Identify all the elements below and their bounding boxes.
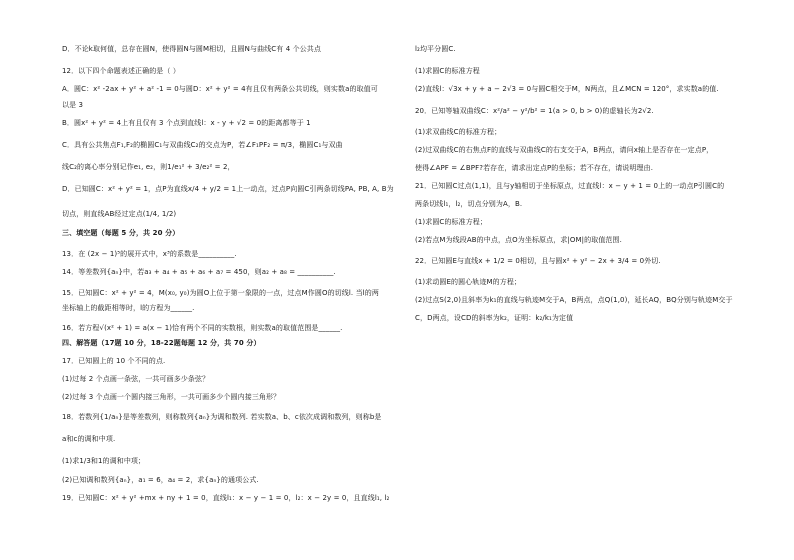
right-text-line: (1)求圆C的标准方程； — [415, 218, 488, 226]
left-text-line: 坐标轴上的截距相等时，l的方程为______. — [62, 304, 195, 312]
left-text-line: 线C₂的离心率分别记作e₁, e₂，则1/e₁² + 3/e₂² = 2， — [62, 163, 235, 171]
left-text-line: (2)过每 3 个点画一个圆内接三角形，一共可画多少个圆内接三角形？ — [62, 393, 281, 401]
right-text-line: l₂均平分圆C. — [415, 45, 456, 53]
left-text-line: 切点，则直线AB经过定点(1/4, 1/2) — [62, 210, 177, 218]
right-text-line: (2)过点S(2,0)且斜率为k₁的直线与轨迹M交于A，B两点，点Q(1,0)，延长AQ，BQ分别与轨迹M交于 — [415, 296, 733, 304]
left-text-line: 以是 3 — [62, 101, 84, 109]
left-text-line: B．圆x² + y² = 4上有且仅有 3 个点到直线l：x - y + √2 = 0的距离都等于 1 — [62, 119, 311, 127]
left-text-line: D．已知圆C：x² + y² = 1，点P为直线x/4 + y/2 = 1上一动点，过点P向圆C引两条切线PA, PB, A, B为 — [62, 185, 394, 193]
right-text-line: (1)求双曲线C的标准方程； — [415, 128, 502, 136]
right-text-line: (2)若点M为线段AB的中点，点O为坐标原点，求|OM|的取值范围. — [415, 236, 622, 244]
left-text-line: 三、填空题（每题 5 分，共 20 分） — [62, 229, 180, 237]
right-text-line: (2)直线l：√3x + y + a − 2√3 = 0与圆C相交于M，N两点，且∠MCN = 120°，求实数a的值. — [415, 85, 719, 93]
left-text-line: 12．以下四个命题表述正确的是（ ） — [62, 67, 180, 75]
right-text-line: 使得∠APF = ∠BPF?若存在，请求出定点P的坐标；若不存在，请说明理由. — [415, 164, 654, 172]
left-text-line: (1)过每 2 个点画一条弦，一共可画多少条弦？ — [62, 375, 210, 383]
right-text-line: 22．已知圆E与直线x + 1/2 = 0相切，且与圆x² + y² − 2x + 3/4 = 0外切. — [415, 257, 661, 265]
right-text-line: (2)过双曲线C的右焦点F的直线与双曲线C的右支交于A，B两点，请问x轴上是否存在一定点P， — [415, 146, 714, 154]
left-text-line: C．具有公共焦点F₁,F₂的椭圆C₁与双曲线C₂的交点为P，若∠F₁PF₂ = π/3，椭圆C₁与双曲 — [62, 141, 343, 149]
left-text-line: (2)已知调和数列{aₙ}，a₁ = 6，a₄ = 2，求{aₙ}的通项公式. — [62, 476, 259, 484]
left-text-line: 15．已知圆C：x² + y² = 4，M(x₀, y₀)为圆O上位于第一象限的一点，过点M作圆O的切线l. 当l的两 — [62, 289, 379, 297]
left-text-line: D．不论k取何值，总存在圆N，使得圆N与圆M相切，且圆N与曲线C有 4 个公共点 — [62, 45, 321, 53]
left-text-line: a和c的调和中项. — [62, 435, 116, 443]
left-text-line: 19．已知圆C：x² + y² +mx + ny + 1 = 0，直线l₁：x − y − 1 = 0，l₂：x − 2y = 0，且直线l₁, l₂ — [62, 494, 390, 502]
left-text-line: 16．若方程√(x² + 1) = a(x − 1)恰有两个不同的实数根，则实数a的取值范围是______. — [62, 324, 343, 332]
left-text-line: (1)求1/3和1的调和中项； — [62, 457, 146, 465]
right-text-line: 21．已知圆C过点(1,1)，且与y轴相切于坐标原点，过直线l：x − y + 1 = 0上的一动点P引圆C的 — [415, 182, 725, 190]
right-text-line: (1)求圆C的标准方程 — [415, 67, 480, 75]
right-text-line: 两条切线l₁，l₂，切点分别为A，B. — [415, 200, 523, 208]
left-text-line: 四、解答题（17题 10 分，18-22题每题 12 分，共 70 分） — [62, 339, 261, 347]
left-text-line: 14．等差数列{aₙ}中，若a₃ + a₄ + a₅ + a₆ + a₇ = 450，则a₂ + a₈ = __________. — [62, 268, 336, 276]
left-text-line: A．圆C：x² -2ax + y² + a² -1 = 0与圆D：x² + y² = 4有且仅有两条公共切线，则实数a的取值可 — [62, 85, 378, 93]
left-text-line: 18．若数列{1/aₙ}是等差数列，则称数列{aₙ}为调和数列. 若实数a、b、c依次成调和数列，则称b是 — [62, 413, 382, 421]
right-text-line: (1)求动圆E的圆心轨迹M的方程； — [415, 278, 522, 286]
right-text-line: 20．已知等轴双曲线C：x²/a² − y²/b² = 1(a > 0, b > 0)的虚轴长为2√2. — [415, 107, 654, 115]
right-text-line: C，D两点，设CD的斜率为k₂，证明：k₂/k₁为定值 — [415, 314, 574, 322]
left-text-line: 17．已知圆上的 10 个不同的点. — [62, 357, 166, 365]
left-text-line: 13．在 (2x − 1)⁵的展开式中，x³的系数是__________. — [62, 250, 237, 258]
